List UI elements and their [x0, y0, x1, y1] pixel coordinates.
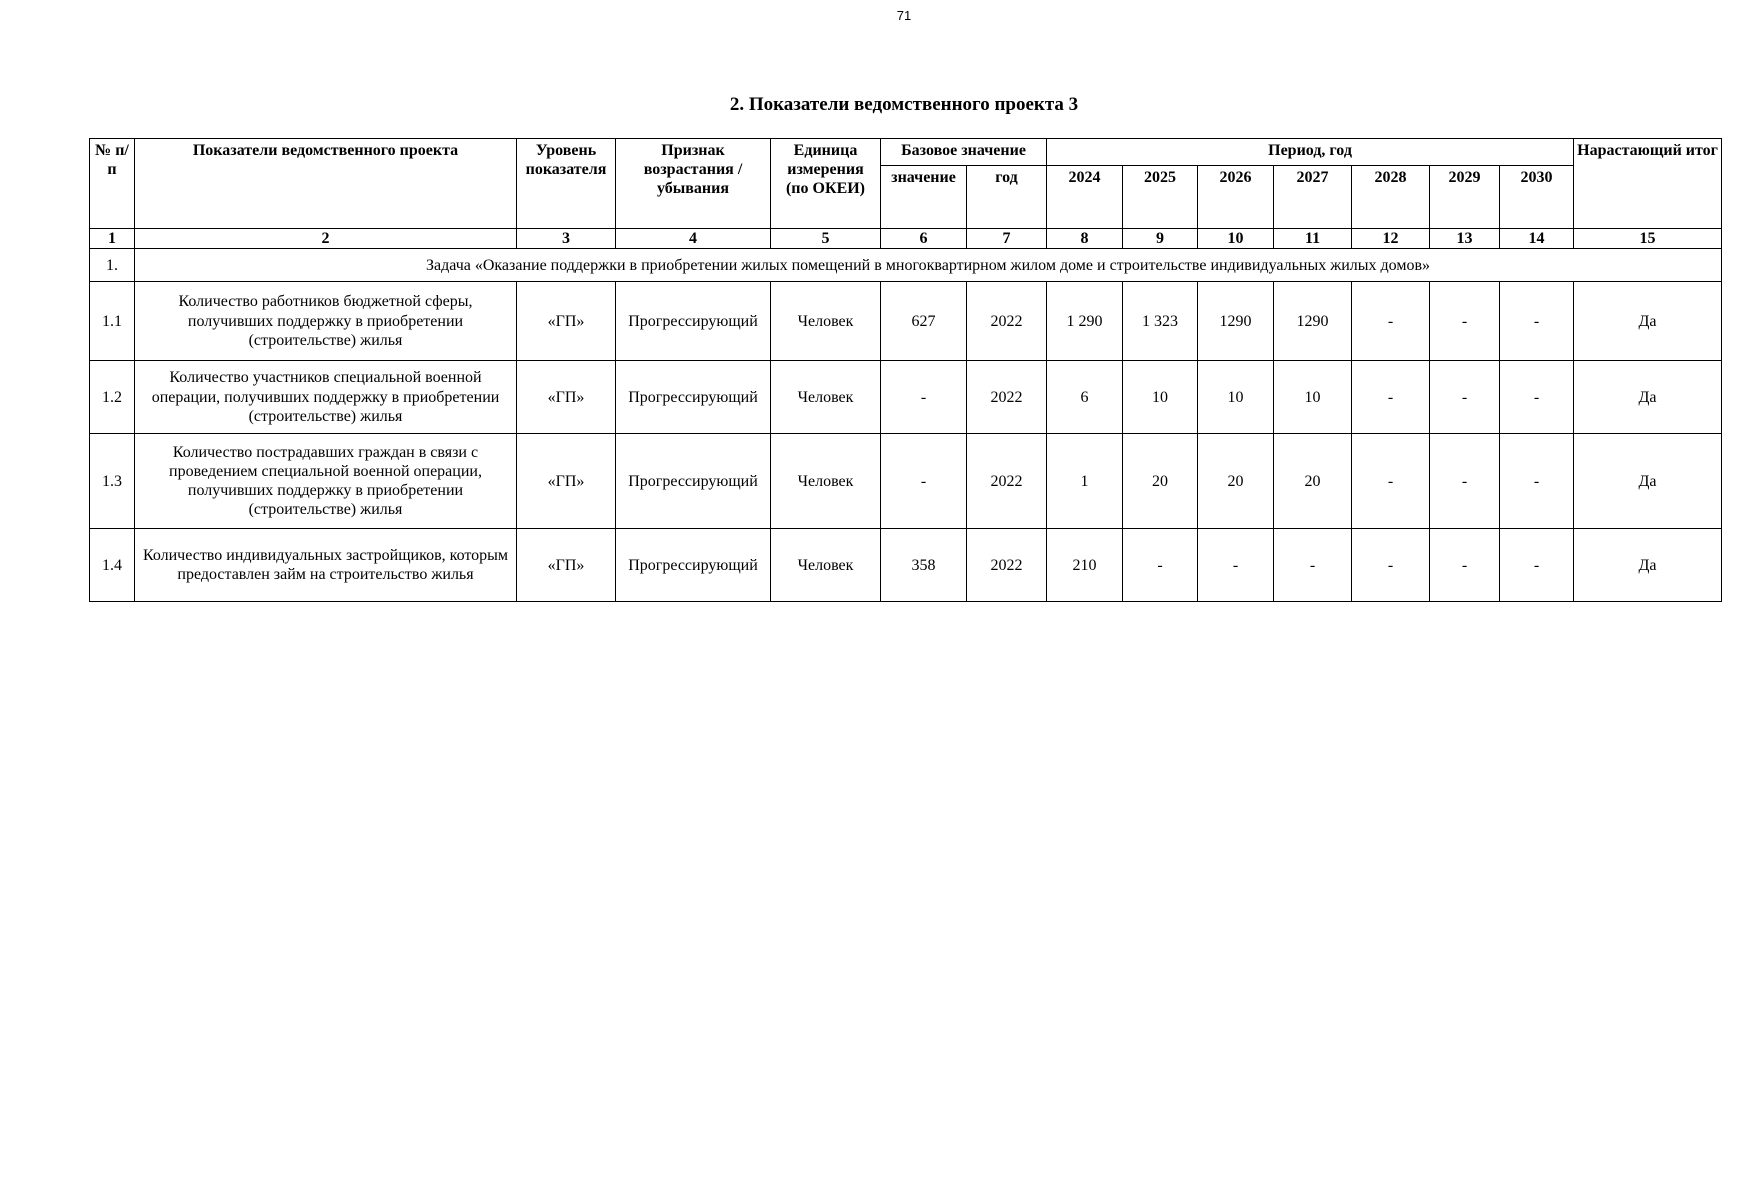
row-base-value: 358: [881, 529, 967, 602]
row-value-2028: -: [1352, 529, 1430, 602]
column-number: 7: [967, 229, 1047, 249]
row-value-2024: 210: [1047, 529, 1123, 602]
header-level: Уровень показателя: [517, 139, 616, 229]
row-value-2024: 6: [1047, 361, 1123, 434]
row-trend: Прогрессирующий: [616, 282, 771, 361]
header-year-2029: 2029: [1430, 166, 1500, 229]
header-year-2026: 2026: [1198, 166, 1274, 229]
row-level: «ГП»: [517, 529, 616, 602]
header-base: Базовое значение: [881, 139, 1047, 166]
row-value-2029: -: [1430, 282, 1500, 361]
header-base-value: значение: [881, 166, 967, 229]
row-base-year: 2022: [967, 434, 1047, 529]
row-unit: Человек: [771, 282, 881, 361]
row-level: «ГП»: [517, 282, 616, 361]
row-value-2028: -: [1352, 361, 1430, 434]
row-num: 1.3: [90, 434, 135, 529]
row-value-2025: 1 323: [1123, 282, 1198, 361]
row-base-year: 2022: [967, 282, 1047, 361]
header-year-2028: 2028: [1352, 166, 1430, 229]
row-indicator-name: Количество пострадавших граждан в связи с проведением специальной военной операции, получивших поддержку в приобретении (строительстве) жилья: [135, 434, 517, 529]
row-value-2024: 1 290: [1047, 282, 1123, 361]
row-cumulative: Да: [1574, 282, 1722, 361]
row-value-2029: -: [1430, 361, 1500, 434]
row-cumulative: Да: [1574, 361, 1722, 434]
row-value-2030: -: [1500, 282, 1574, 361]
header-row-1: [90, 139, 1722, 166]
row-base-year: 2022: [967, 361, 1047, 434]
column-number: 11: [1274, 229, 1352, 249]
header-year-2024: 2024: [1047, 166, 1123, 229]
header-year-2025: 2025: [1123, 166, 1198, 229]
row-value-2027: 1290: [1274, 282, 1352, 361]
row-value-2026: -: [1198, 529, 1274, 602]
row-cumulative: Да: [1574, 529, 1722, 602]
row-value-2027: -: [1274, 529, 1352, 602]
page-number: 71: [896, 8, 912, 23]
row-indicator-name: Количество работников бюджетной сферы, получивших поддержку в приобретении (строительстве) жилья: [135, 282, 517, 361]
column-number: 2: [135, 229, 517, 249]
table-row: [90, 282, 1722, 361]
row-base-value: -: [881, 434, 967, 529]
document-title: 2. Показатели ведомственного проекта 3: [729, 94, 1079, 115]
row-value-2029: -: [1430, 529, 1500, 602]
column-number: 12: [1352, 229, 1430, 249]
row-value-2024: 1: [1047, 434, 1123, 529]
header-year-2027: 2027: [1274, 166, 1352, 229]
header-year-2030: 2030: [1500, 166, 1574, 229]
task-row: [90, 249, 1722, 282]
header-trend: Признак возрастания / убывания: [616, 139, 771, 229]
row-value-2030: -: [1500, 361, 1574, 434]
header-num: № п/п: [90, 139, 135, 229]
table-row: [90, 529, 1722, 602]
row-value-2027: 10: [1274, 361, 1352, 434]
row-value-2026: 10: [1198, 361, 1274, 434]
table-row: [90, 361, 1722, 434]
row-unit: Человек: [771, 361, 881, 434]
column-number: 8: [1047, 229, 1123, 249]
column-number: 13: [1430, 229, 1500, 249]
row-level: «ГП»: [517, 361, 616, 434]
task-num: 1.: [90, 249, 135, 282]
column-number: 10: [1198, 229, 1274, 249]
row-indicator-name: Количество участников специальной военной операции, получивших поддержку в приобретении (строительстве) жилья: [135, 361, 517, 434]
row-value-2030: -: [1500, 434, 1574, 529]
row-base-year: 2022: [967, 529, 1047, 602]
row-unit: Человек: [771, 434, 881, 529]
column-number: 6: [881, 229, 967, 249]
row-value-2025: 20: [1123, 434, 1198, 529]
row-trend: Прогрессирующий: [616, 361, 771, 434]
row-level: «ГП»: [517, 434, 616, 529]
row-trend: Прогрессирующий: [616, 529, 771, 602]
row-indicator-name: Количество индивидуальных застройщиков, которым предоставлен займ на строительство жилья: [135, 529, 517, 602]
row-value-2025: -: [1123, 529, 1198, 602]
row-base-value: 627: [881, 282, 967, 361]
header-unit: Единица измерения (по ОКЕИ): [771, 139, 881, 229]
header-cumulative: Нарастающий итог: [1574, 139, 1722, 229]
column-number: 5: [771, 229, 881, 249]
column-number: 9: [1123, 229, 1198, 249]
row-value-2025: 10: [1123, 361, 1198, 434]
header-indicator: Показатели ведомственного проекта: [135, 139, 517, 229]
row-value-2030: -: [1500, 529, 1574, 602]
row-value-2026: 1290: [1198, 282, 1274, 361]
row-num: 1.1: [90, 282, 135, 361]
row-value-2027: 20: [1274, 434, 1352, 529]
row-value-2029: -: [1430, 434, 1500, 529]
header-base-year: год: [967, 166, 1047, 229]
column-number: 3: [517, 229, 616, 249]
table-row: [90, 434, 1722, 529]
row-trend: Прогрессирующий: [616, 434, 771, 529]
row-base-value: -: [881, 361, 967, 434]
row-value-2028: -: [1352, 434, 1430, 529]
task-text: Задача «Оказание поддержки в приобретении жилых помещений в многоквартирном жилом доме и строительстве индивидуальных жилых домов»: [135, 249, 1722, 282]
row-value-2028: -: [1352, 282, 1430, 361]
column-number: 15: [1574, 229, 1722, 249]
column-number: 1: [90, 229, 135, 249]
row-value-2026: 20: [1198, 434, 1274, 529]
row-cumulative: Да: [1574, 434, 1722, 529]
indicators-table: [89, 138, 1722, 602]
column-number: 4: [616, 229, 771, 249]
row-num: 1.2: [90, 361, 135, 434]
header-period: Период, год: [1047, 139, 1574, 166]
row-unit: Человек: [771, 529, 881, 602]
column-numbers-row: [90, 229, 1722, 249]
row-num: 1.4: [90, 529, 135, 602]
column-number: 14: [1500, 229, 1574, 249]
